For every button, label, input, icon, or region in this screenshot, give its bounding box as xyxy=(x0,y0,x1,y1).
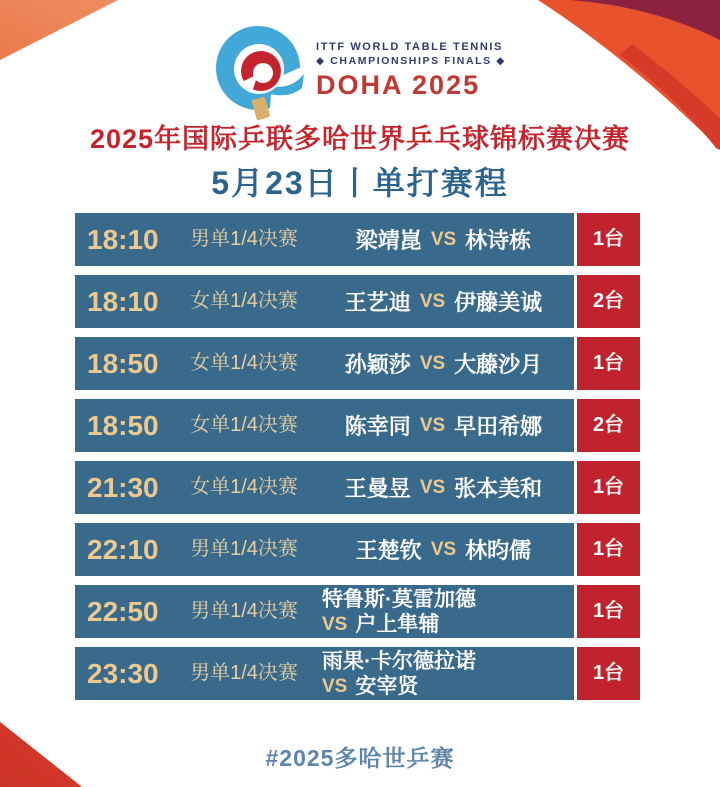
match-event: 男单1/4决赛 xyxy=(175,213,313,266)
vs-label: VS xyxy=(322,675,348,697)
match-event: 女单1/4决赛 xyxy=(175,337,313,390)
table-number: 1台 xyxy=(577,585,640,638)
player-2: 张本美和 xyxy=(454,476,543,501)
match-players xyxy=(313,399,574,452)
table-number: 1台 xyxy=(577,213,640,266)
match-time: 22:10 xyxy=(75,523,175,576)
match-event: 女单1/4决赛 xyxy=(175,399,313,452)
schedule-row xyxy=(75,399,640,452)
logo-line-1: ITTF WORLD TABLE TENNIS xyxy=(316,41,503,54)
table-number: 2台 xyxy=(577,399,640,452)
match-time: 18:50 xyxy=(75,399,175,452)
event-logo xyxy=(0,24,720,120)
match-time: 23:30 xyxy=(75,647,175,700)
table-number: 1台 xyxy=(577,523,640,576)
match-event: 男单1/4决赛 xyxy=(175,585,313,638)
logo-line-3: DOHA 2025 xyxy=(316,70,481,101)
player-2: 安宰贤 xyxy=(355,674,419,698)
match-event: 女单1/4决赛 xyxy=(175,275,313,328)
page-subtitle: 5月23日丨单打赛程 xyxy=(211,165,509,201)
match-event: 女单1/4决赛 xyxy=(175,461,313,514)
player-1: 陈幸同 xyxy=(344,414,411,439)
match-players xyxy=(313,337,574,390)
player-2: 早田希娜 xyxy=(454,414,543,439)
vs-label: VS xyxy=(430,228,457,250)
match-event: 男单1/4决赛 xyxy=(175,523,313,576)
player-1: 梁靖崑 xyxy=(355,228,422,253)
ittf-logo-mark xyxy=(214,24,306,120)
vs-label: VS xyxy=(419,290,446,312)
match-players xyxy=(313,647,574,700)
schedule-row xyxy=(75,585,640,638)
player-1: 王曼昱 xyxy=(344,476,411,501)
schedule-table xyxy=(75,213,640,700)
vs-label: VS xyxy=(322,613,348,635)
match-event: 男单1/4决赛 xyxy=(175,647,313,700)
player-1: 王楚钦 xyxy=(355,538,422,563)
player-1: 王艺迪 xyxy=(344,290,411,315)
player-1: 孙颖莎 xyxy=(344,352,411,377)
match-players xyxy=(313,585,574,638)
match-players xyxy=(313,461,574,514)
table-number: 1台 xyxy=(577,337,640,390)
match-time: 18:50 xyxy=(75,337,175,390)
logo-wordmark xyxy=(316,41,506,103)
schedule-row xyxy=(75,337,640,390)
schedule-row xyxy=(75,461,640,514)
player-1: 雨果·卡尔德拉诺 xyxy=(322,649,476,673)
player-2: 户上隼辅 xyxy=(355,612,440,636)
table-number: 2台 xyxy=(577,275,640,328)
logo-line-2: ◆ CHAMPIONSHIPS FINALS ◆ xyxy=(316,54,506,67)
player-1: 特鲁斯·莫雷加德 xyxy=(322,587,476,611)
schedule-row xyxy=(75,213,640,266)
match-time: 18:10 xyxy=(75,275,175,328)
match-time: 22:50 xyxy=(75,585,175,638)
vs-label: VS xyxy=(419,476,446,498)
player-2: 林昀儒 xyxy=(465,538,532,563)
vs-label: VS xyxy=(430,538,457,560)
hashtag: #2025多哈世乒赛 xyxy=(265,745,455,771)
schedule-row xyxy=(75,275,640,328)
schedule-row xyxy=(75,647,640,700)
player-2: 伊藤美诚 xyxy=(454,290,543,315)
vs-label: VS xyxy=(419,414,446,436)
match-players xyxy=(313,523,574,576)
match-time: 18:10 xyxy=(75,213,175,266)
match-players xyxy=(313,275,574,328)
player-2: 林诗栋 xyxy=(465,228,532,253)
match-players xyxy=(313,213,574,266)
match-time: 21:30 xyxy=(75,461,175,514)
player-2: 大藤沙月 xyxy=(454,352,543,377)
vs-label: VS xyxy=(419,352,446,374)
schedule-row xyxy=(75,523,640,576)
table-number: 1台 xyxy=(577,647,640,700)
table-number: 1台 xyxy=(577,461,640,514)
page-title: 2025年国际乒联多哈世界乒乓球锦标赛决赛 xyxy=(89,124,631,154)
